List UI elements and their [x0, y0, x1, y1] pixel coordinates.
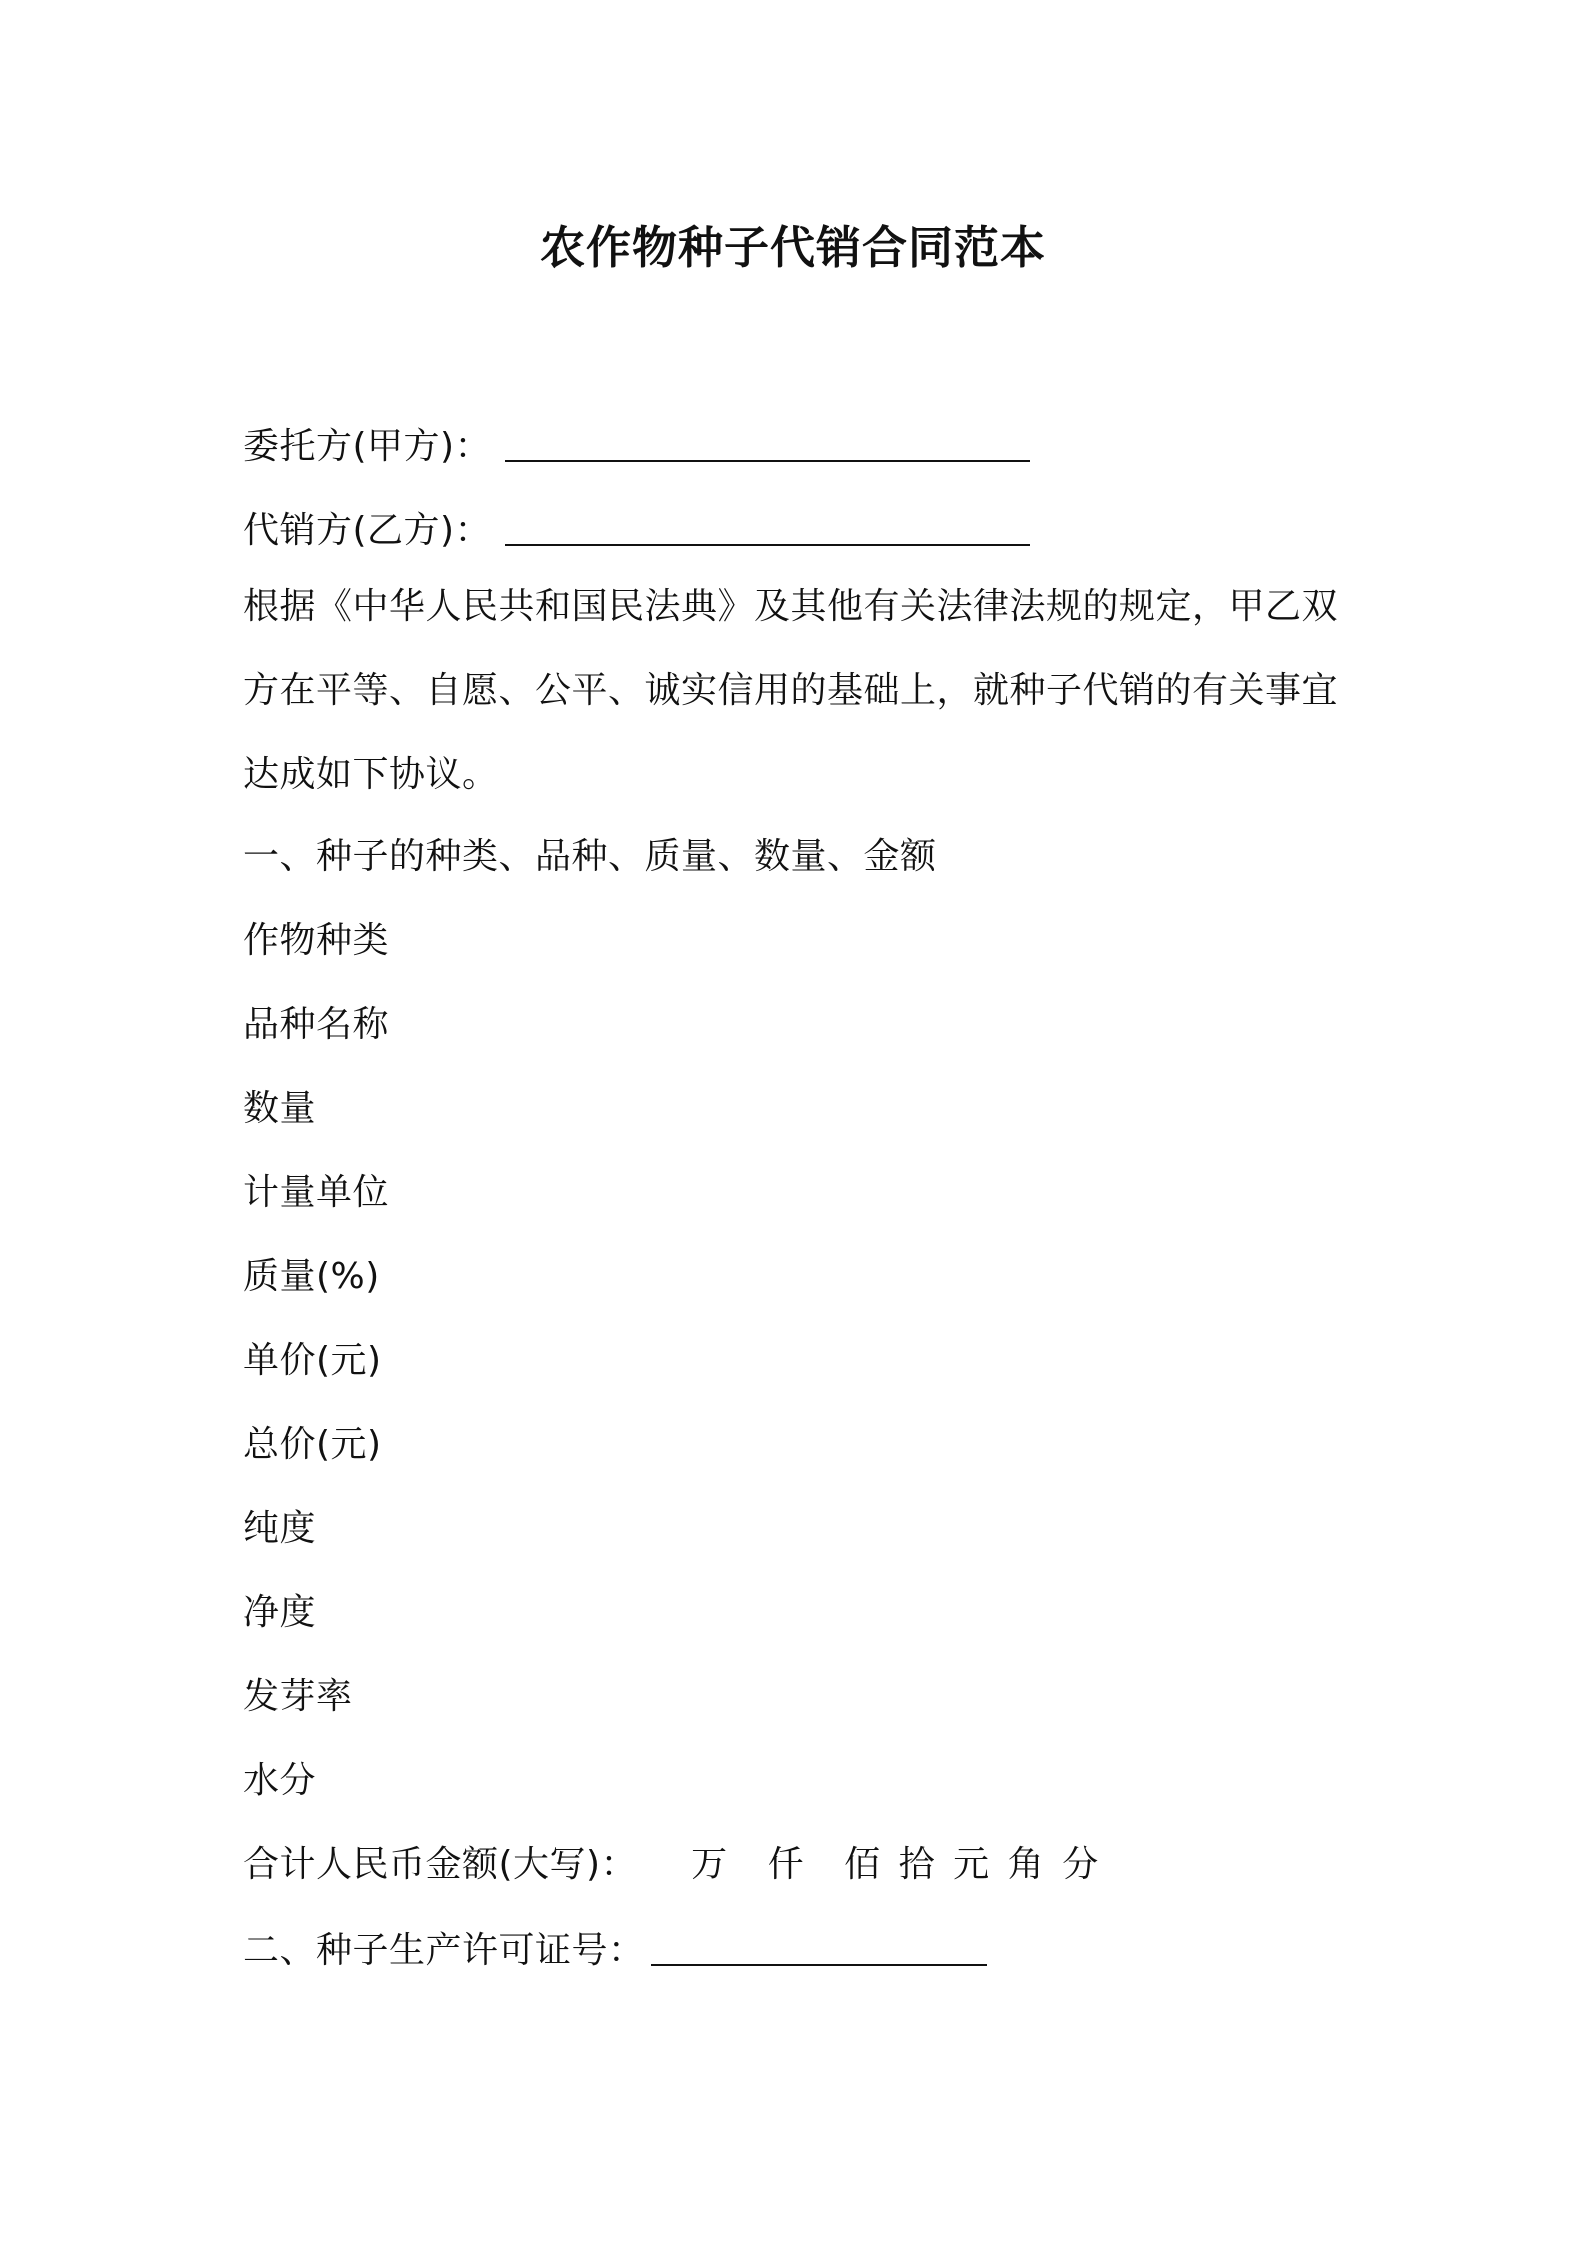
total-amount-label: 合计人民币金额(大写)：: [243, 1844, 638, 1885]
preamble-paragraph: 根据《中华人民共和国民法典》及其他有关法律法规的规定，甲乙双方在平等、自愿、公平、诚实信用的基础上，就种子代销的有关事宜达成如下协议。: [243, 586, 1339, 795]
party-a-line: [243, 420, 1030, 472]
document-title: 农作物种子代销合同范本: [539, 221, 1046, 274]
unit-qian: 仟: [767, 1844, 805, 1885]
party-a-blank[interactable]: [505, 420, 1030, 462]
party-b-label: 代销方(乙方)：: [243, 510, 492, 551]
field-unit-of-measure: 计量单位: [243, 1172, 390, 1213]
field-variety-name: 品种名称: [243, 1004, 390, 1045]
party-a-label: 委托方(甲方)：: [243, 426, 492, 467]
field-cleanliness: 净度: [243, 1592, 317, 1633]
unit-jiao: 角: [1007, 1844, 1045, 1885]
section-1-heading: 一、种子的种类、品种、质量、数量、金额: [243, 836, 937, 877]
field-moisture: 水分: [243, 1760, 317, 1801]
field-purity: 纯度: [243, 1508, 317, 1549]
field-total-price: 总价(元): [243, 1424, 382, 1465]
party-b-line: [243, 504, 1030, 556]
unit-fen: 分: [1062, 1844, 1099, 1885]
field-unit-price: 单价(元): [243, 1340, 382, 1381]
party-b-blank[interactable]: [505, 504, 1030, 546]
field-crop-type: 作物种类: [243, 920, 390, 961]
unit-shi: 拾: [898, 1844, 936, 1885]
unit-wan: 万: [691, 1844, 728, 1885]
field-germination-rate: 发芽率: [243, 1676, 353, 1717]
section-2-heading: 二、种子生产许可证号：: [243, 1930, 645, 1971]
unit-bai: 佰: [844, 1844, 881, 1885]
section-2-line: [243, 1924, 987, 1976]
unit-yuan: 元: [953, 1844, 990, 1885]
license-number-blank[interactable]: [651, 1924, 987, 1966]
field-quality: 质量(%): [243, 1256, 380, 1297]
total-amount-line: [243, 1840, 1099, 1890]
field-quantity: 数量: [243, 1088, 317, 1129]
